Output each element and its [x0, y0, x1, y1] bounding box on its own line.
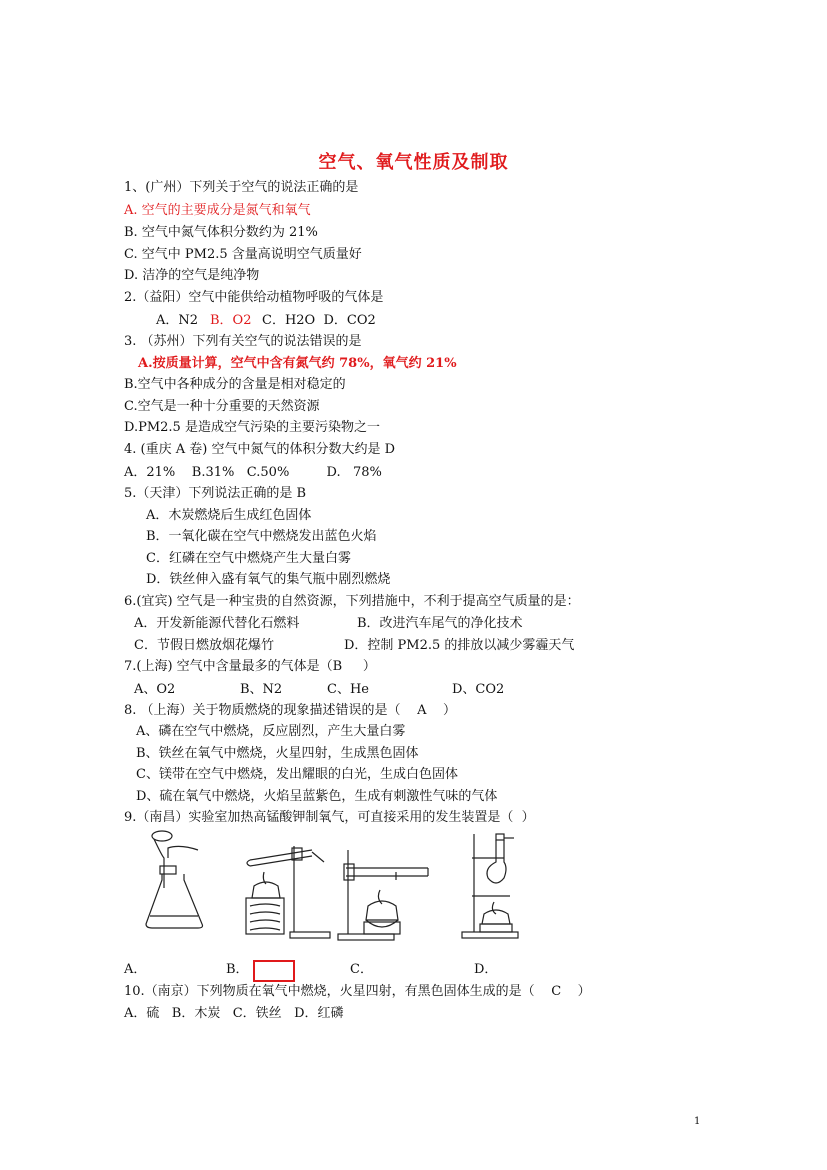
- question-7: 7.(上海) 空气中含量最多的气体是（B ）: [124, 659, 376, 674]
- q3-option-b: B.空气中各种成分的含量是相对稳定的: [124, 377, 346, 392]
- apparatus-c-horizontal-tube-icon: [336, 846, 436, 942]
- q6-option-a: A．开发新能源代替化石燃料: [134, 616, 300, 631]
- question-9: 9.（南昌）实验室加热高锰酸钾制氧气，可直接采用的发生装置是（ ）: [124, 810, 535, 825]
- q9-option-c: C．: [350, 962, 373, 977]
- q8-option-d: D、硫在氧气中燃烧，火焰呈蓝紫色，生成有刺激性气味的气体: [136, 789, 498, 804]
- q6-option-b: B．改进汽车尾气的净化技术: [357, 616, 523, 631]
- page-title: 空气、氧气性质及制取: [318, 152, 509, 173]
- q3-option-c: C.空气是一种十分重要的天然资源: [124, 399, 320, 414]
- q4-options: A．21% B.31% C.50% D. 78%: [124, 465, 382, 480]
- q7-option-c: C、He: [327, 682, 369, 697]
- q5-option-a: A．木炭燃烧后生成红色固体: [146, 508, 312, 523]
- apparatus-d-round-flask-icon: [460, 828, 524, 940]
- question-4: 4. (重庆 A 卷) 空气中氮气的体积分数大约是 D: [124, 442, 396, 457]
- q2-option-a: A．N2: [156, 313, 199, 328]
- question-3: 3. （苏州）下列有关空气的说法错误的是: [124, 334, 362, 349]
- q7-option-d: D、CO2: [452, 682, 505, 697]
- q9-option-b: B．: [226, 962, 249, 977]
- q3-option-d: D.PM2.5 是造成空气污染的主要污染物之一: [124, 420, 380, 435]
- q3-option-a: A.按质量计算，空气中含有氮气约 78%，氧气约 21%: [138, 356, 457, 371]
- q1-option-b: B. 空气中氮气体积分数约为 21%: [124, 225, 318, 240]
- question-2: 2.（益阳）空气中能供给动植物呼吸的气体是: [124, 290, 384, 305]
- page-number: 1: [694, 1116, 701, 1127]
- answer-box: [253, 960, 295, 982]
- q10-options: A．硫 B．木炭 C．铁丝 D．红磷: [124, 1006, 344, 1021]
- question-1: 1、(广州）下列关于空气的说法正确的是: [124, 180, 359, 195]
- q2-option-cd: C．H2O D．CO2: [262, 313, 376, 328]
- q7-option-b: B、N2: [240, 682, 283, 697]
- q5-option-d: D．铁丝伸入盛有氧气的集气瓶中剧烈燃烧: [146, 572, 391, 587]
- q9-option-d: D．: [474, 962, 498, 977]
- q8-option-b: B、铁丝在氧气中燃烧，火星四射，生成黑色固体: [136, 746, 419, 761]
- question-6: 6.(宜宾) 空气是一种宝贵的自然资源，下列措施中，不利于提高空气质量的是：: [124, 594, 580, 609]
- q8-option-c: C、镁带在空气中燃烧，发出耀眼的白光，生成白色固体: [136, 767, 458, 782]
- q6-option-c: C．节假日燃放烟花爆竹: [134, 638, 274, 653]
- q8-option-a: A、磷在空气中燃烧，反应剧烈，产生大量白雾: [136, 724, 406, 739]
- question-8: 8. （上海）关于物质燃烧的现象描述错误的是（ A ）: [124, 703, 456, 718]
- q7-option-a: A、O2: [134, 682, 176, 697]
- q1-option-a: A. 空气的主要成分是氮气和氧气: [124, 203, 311, 218]
- q6-option-d: D．控制 PM2.5 的排放以减少雾霾天气: [344, 638, 575, 653]
- q1-option-d: D. 洁净的空气是纯净物: [124, 268, 260, 283]
- q5-option-c: C．红磷在空气中燃烧产生大量白雾: [146, 551, 351, 566]
- q5-option-b: B．一氧化碳在空气中燃烧发出蓝色火焰: [146, 529, 377, 544]
- question-5: 5.（天津）下列说法正确的是 B: [124, 486, 307, 501]
- q9-option-a: A．: [124, 962, 147, 977]
- apparatus-b-test-tube-stand-icon: [232, 836, 332, 940]
- q2-option-b: B．O2: [210, 313, 252, 328]
- q1-option-c: C. 空气中 PM2.5 含量高说明空气质量好: [124, 247, 362, 262]
- question-10: 10.（南京）下列物质在氧气中燃烧，火星四射，有黑色固体生成的是（ C ）: [124, 984, 591, 999]
- apparatus-a-flask-icon: [140, 828, 212, 932]
